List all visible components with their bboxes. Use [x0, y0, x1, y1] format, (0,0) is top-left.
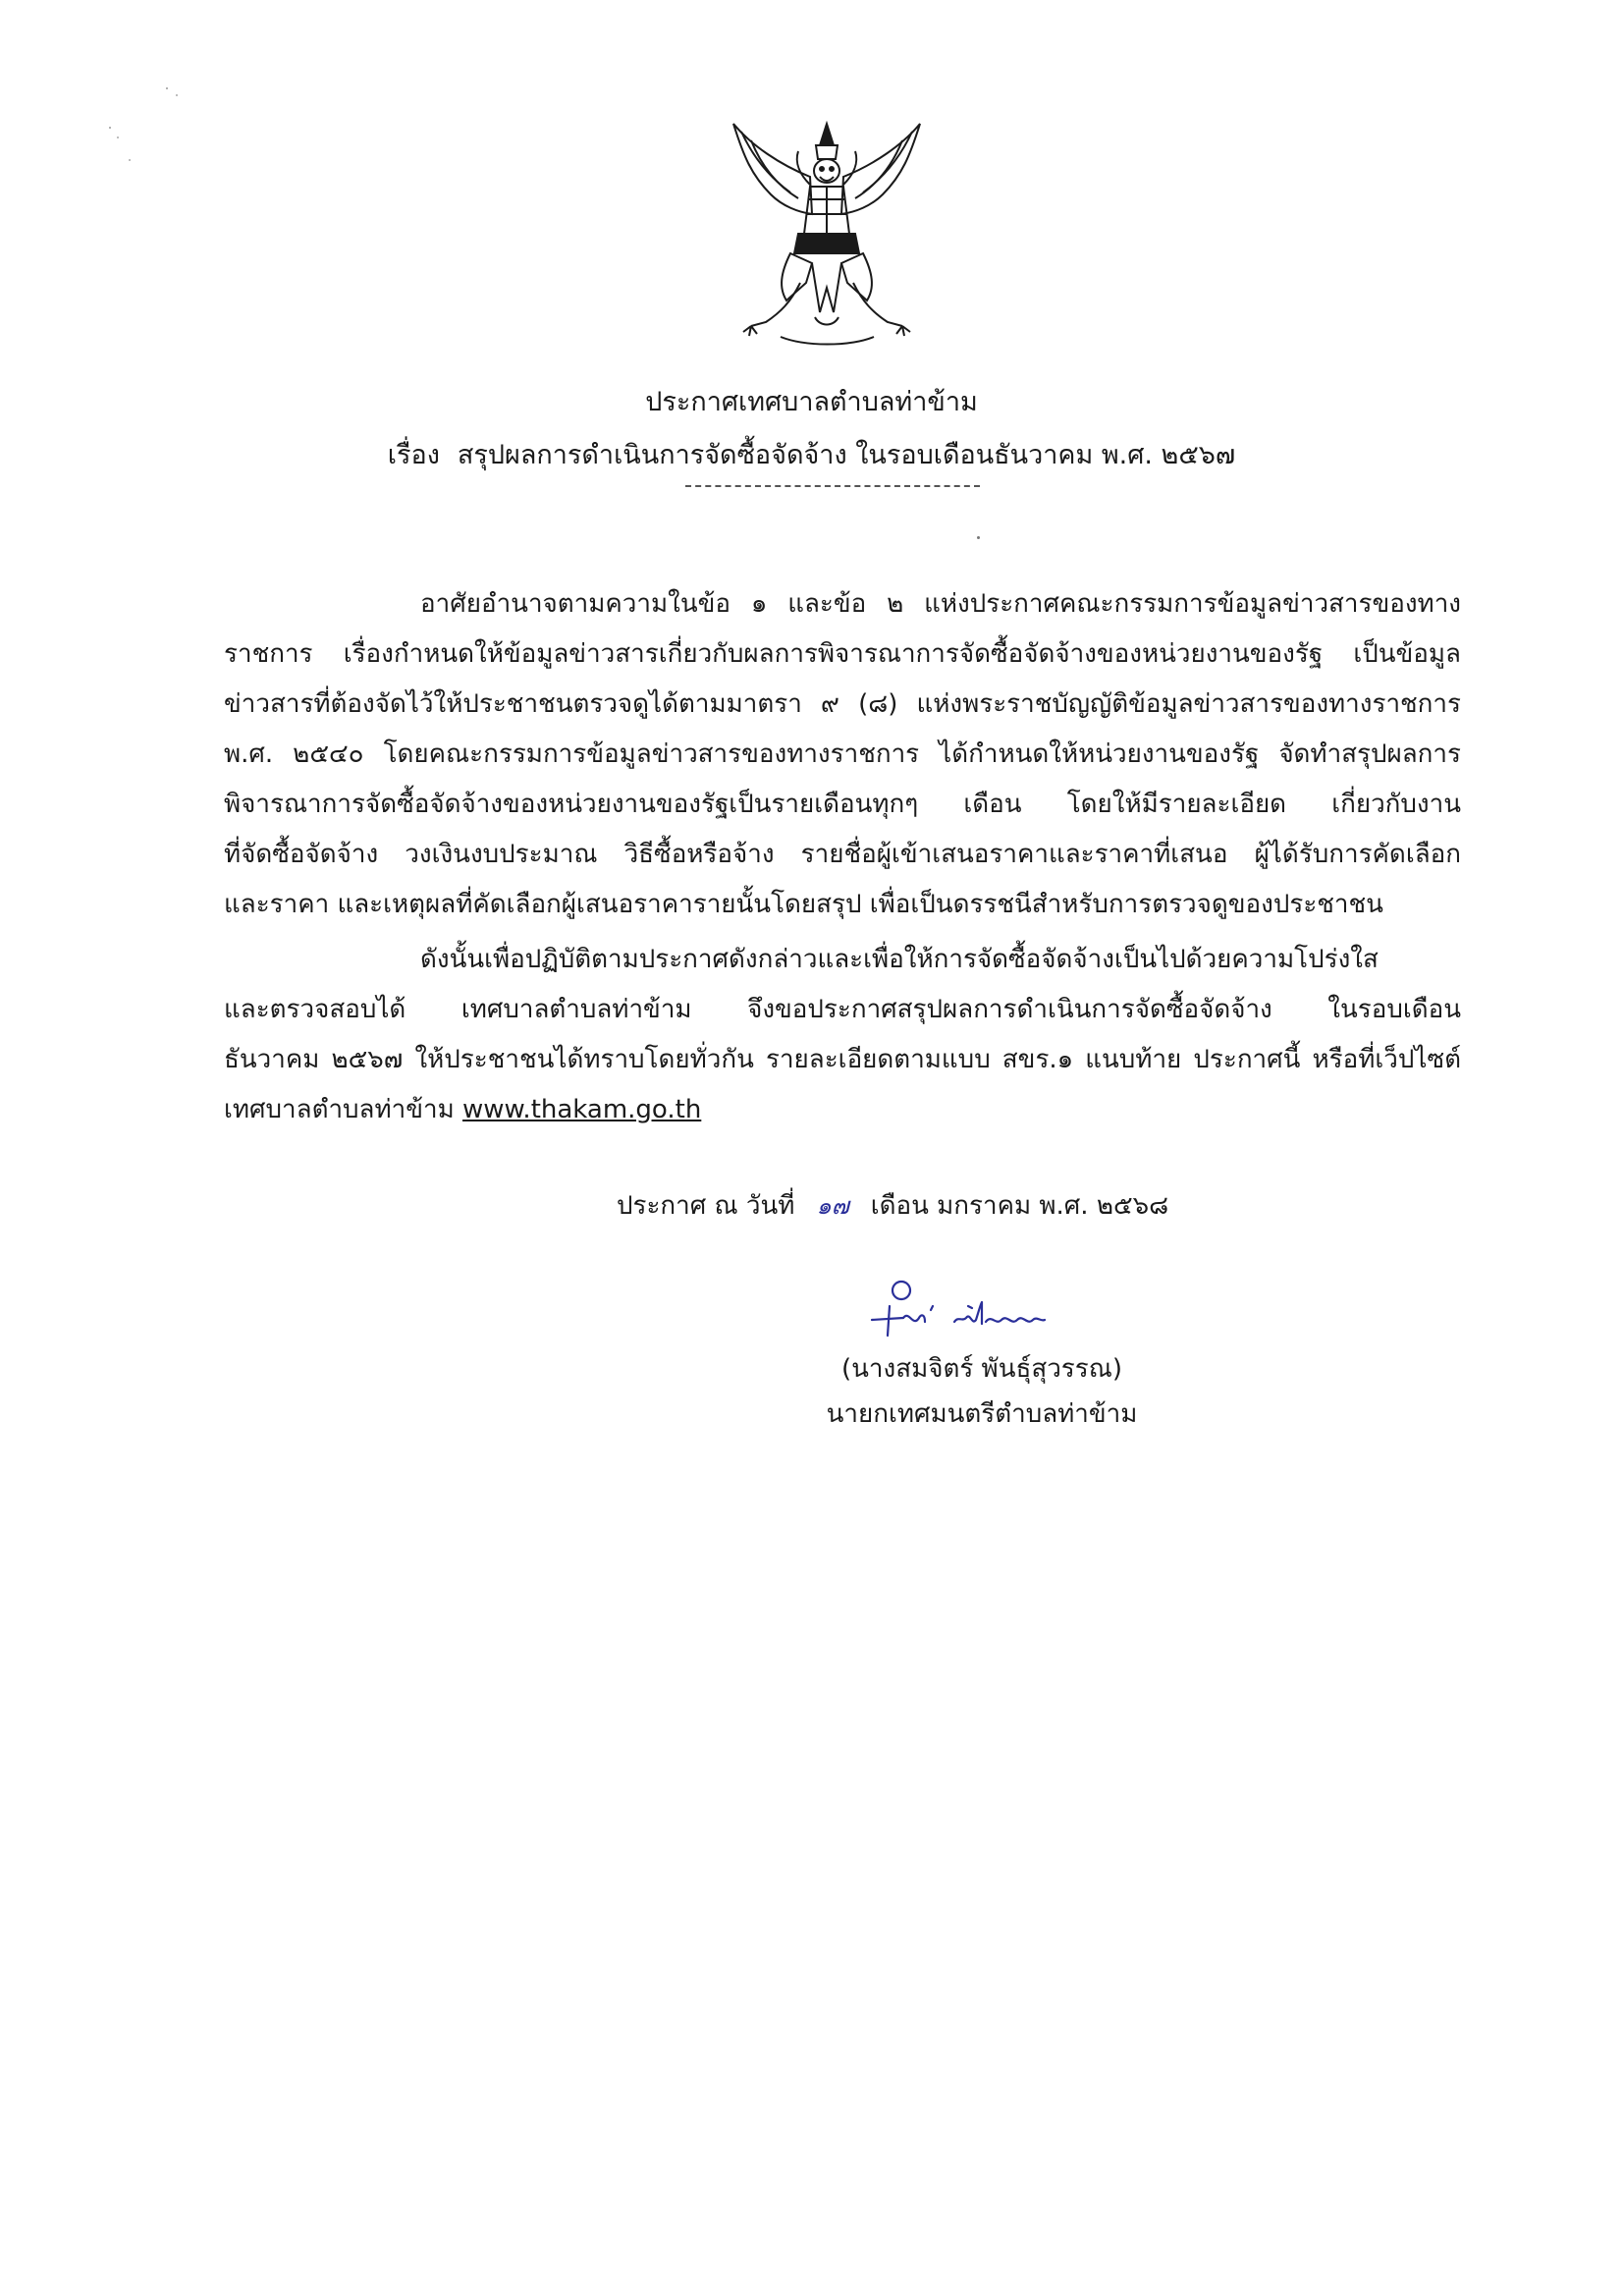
paragraph-line: และราคา และเหตุผลที่คัดเลือกผู้เสนอราคารายนั้นโดยสรุป เพื่อเป็นดรรชนีสำหรับการตรวจดูของประชาชน	[224, 890, 1383, 919]
dateline-prefix: ประกาศ ณ วันที่	[617, 1191, 795, 1221]
last-line-prefix: เทศบาลตำบลท่าข้าม	[224, 1095, 463, 1124]
paragraph-line: พ.ศ. ๒๕๔๐ โดยคณะกรรมการข้อมูลข่าวสารของทางราชการ ได้กำหนดให้หน่วยงานของรัฐ จัดทำสรุปผลการ	[224, 739, 1461, 769]
signer-title: นายกเทศมนตรีตำบลท่าข้าม	[826, 1399, 1138, 1429]
paragraph-2	[224, 935, 1461, 1135]
paragraph-line: ดังนั้นเพื่อปฏิบัติตามประกาศดังกล่าวและเพื่อให้การจัดซื้อจัดจ้างเป็นไปด้วยความโปร่งใส	[420, 945, 1379, 974]
paragraph-line: ที่จัดซื้อจัดจ้าง วงเงินงบประมาณ วิธีซื้อหรือจ้าง รายชื่อผู้เข้าเสนอราคาและราคาที่เสนอ ผู้ได้รับการคัดเลือก	[224, 840, 1461, 869]
paragraph-line: พิจารณาการจัดซื้อจัดจ้างของหน่วยงานของรัฐเป็นรายเดือนทุกๆ เดือน โดยให้มีรายละเอียด เกี่ยวกับงาน	[224, 790, 1461, 819]
scan-specks	[98, 83, 196, 182]
dateline	[617, 1188, 1168, 1224]
paragraph-line: ราชการ เรื่องกำหนดให้ข้อมูลข่าวสารเกี่ยวกับผลการพิจารณาการจัดซื้อจัดจ้างของหน่วยงานของรัฐ เป็นข้อมูล	[224, 639, 1461, 669]
subject-label: เรื่อง	[387, 440, 440, 470]
signer-name: (นางสมจิตร์ พันธุ์สุวรรณ)	[840, 1354, 1122, 1384]
website-link[interactable]: www.thakam.go.th	[462, 1095, 702, 1124]
paragraph-line: ธันวาคม ๒๕๖๗ ให้ประชาชนได้ทราบโดยทั่วกัน รายละเอียดตามแบบ สขร.๑ แนบท้าย ประกาศนี้ หรือที่เว็ปไซต์	[224, 1045, 1461, 1074]
document-subject	[0, 438, 1623, 473]
title-divider	[685, 485, 980, 487]
document-title: ประกาศเทศบาลตำบลท่าข้าม	[645, 387, 978, 417]
scan-dot	[977, 536, 980, 539]
paragraph-line: และตรวจสอบได้ เทศบาลตำบลท่าข้าม จึงขอประกาศสรุปผลการดำเนินการจัดซื้อจัดจ้าง ในรอบเดือน	[224, 995, 1461, 1024]
dateline-month: เดือน มกราคม พ.ศ. ๒๕๖๘	[870, 1191, 1169, 1221]
subject-text: สรุปผลการดำเนินการจัดซื้อจัดจ้าง ในรอบเดือนธันวาคม พ.ศ. ๒๕๖๗	[457, 440, 1236, 470]
paragraph-1	[224, 579, 1461, 930]
paragraph-line	[224, 1085, 1461, 1135]
handwritten-signature	[864, 1277, 1075, 1353]
garuda-emblem-icon	[722, 116, 933, 356]
paragraph-line: ข่าวสารที่ต้องจัดไว้ให้ประชาชนตรวจดูได้ตามมาตรา ๙ (๘) แห่งพระราชบัญญัติข้อมูลข่าวสารของทางราชการ	[224, 689, 1461, 719]
dateline-day: ๑๗	[816, 1192, 849, 1220]
paragraph-line: อาศัยอำนาจตามความในข้อ ๑ และข้อ ๒ แห่งประกาศคณะกรรมการข้อมูลข่าวสารของทาง	[420, 589, 1461, 619]
